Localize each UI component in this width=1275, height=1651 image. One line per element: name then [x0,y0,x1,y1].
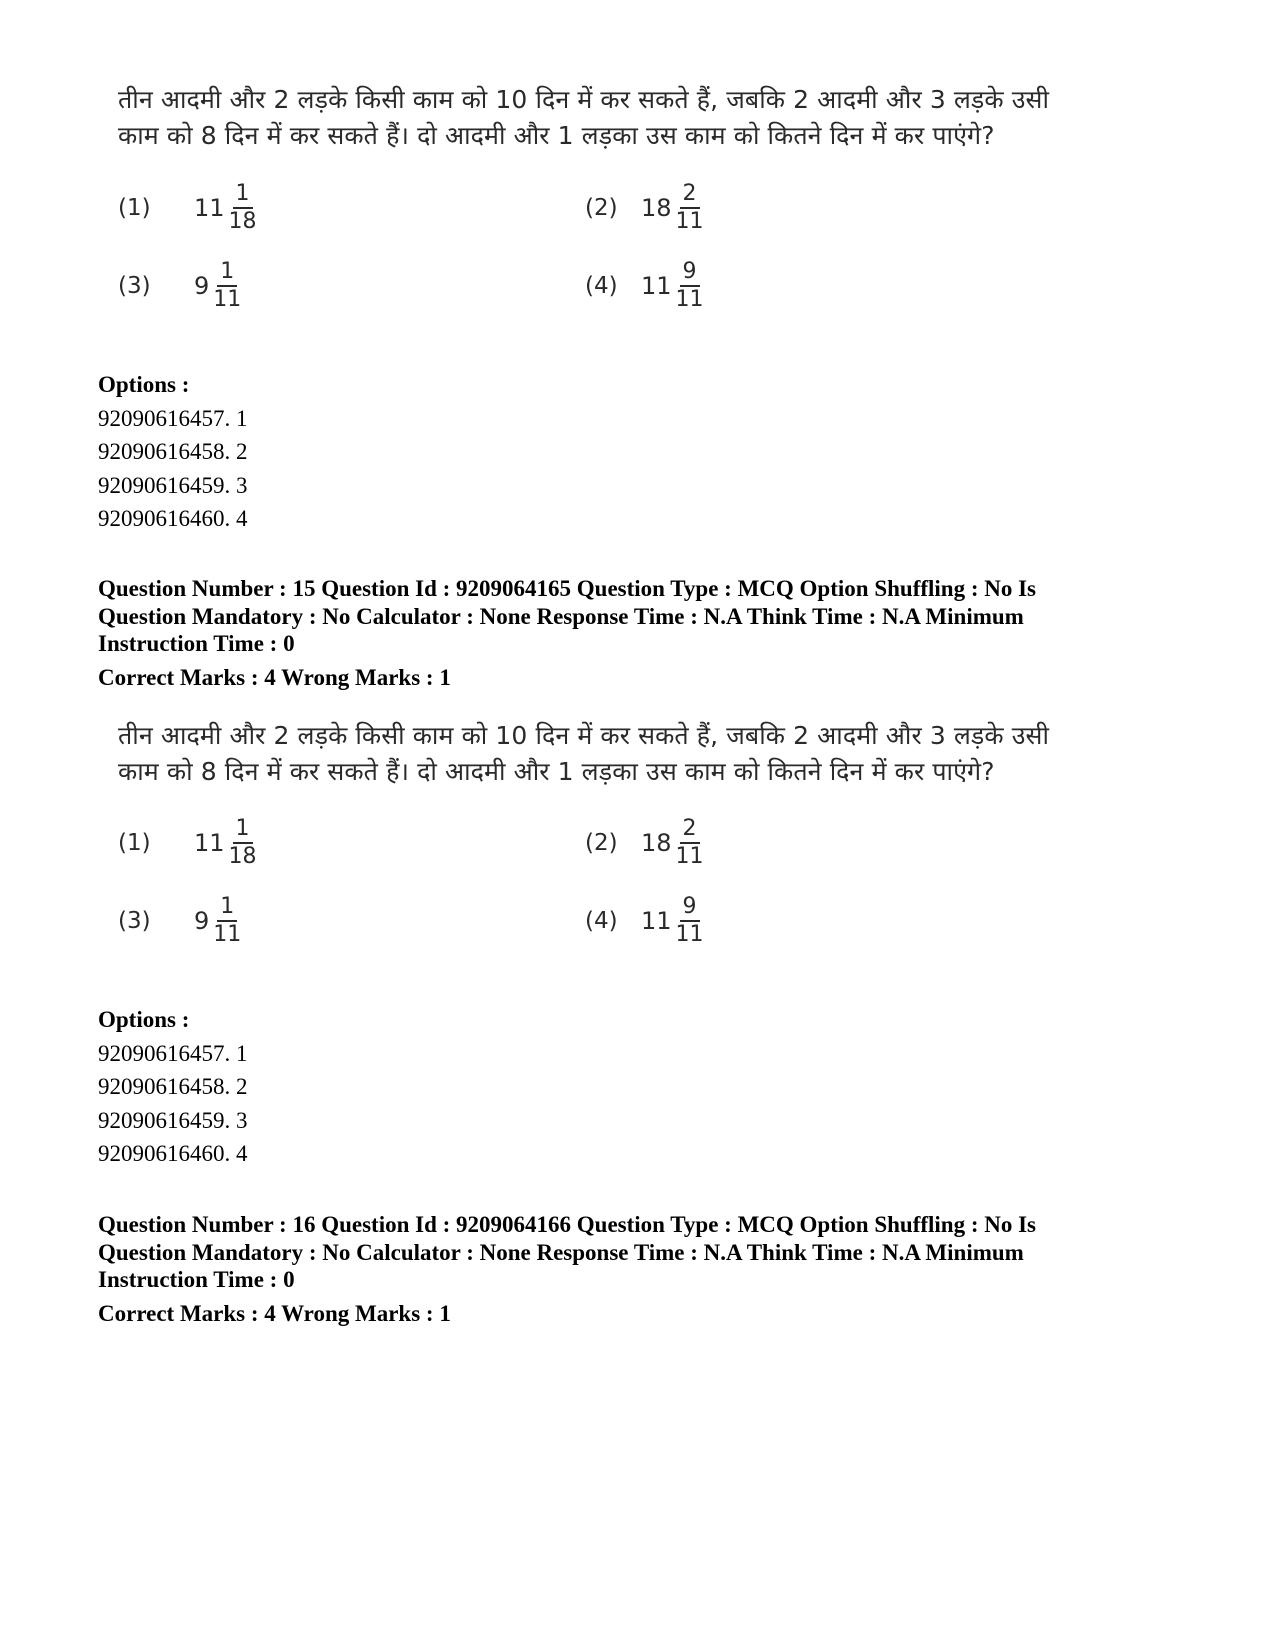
mixed-fraction [641,894,707,948]
question-header-16 [98,1211,1218,1327]
fraction [226,181,260,235]
option-item: 92090616458. 2 [98,439,248,464]
whole-part: 18 [641,829,672,857]
question-image-2 [118,718,1098,790]
marks-line: Correct Marks : 4 Wrong Marks : 1 [98,1300,451,1326]
option-item: 92090616457. 1 [98,405,248,431]
whole-part: 9 [194,907,210,935]
question-text [118,82,1098,154]
choice-number: (2) [585,830,618,856]
denominator: 11 [675,922,704,947]
denominator: 11 [213,922,242,947]
question-text-line-2: काम को 8 दिन में कर सकते हैं। दो आदमी और 1 लड़का उस काम को कितने दिन में कर पाएंगे? [118,121,995,150]
choice-2 [585,178,707,238]
choice-number: (3) [118,273,151,299]
choice-number: (3) [118,908,151,934]
question-header-15 [98,575,1218,691]
numerator: 1 [233,181,253,209]
fraction [226,816,260,870]
numerator: 2 [680,181,700,209]
whole-part: 11 [194,829,225,857]
fraction [673,181,707,235]
question-text [118,718,1098,790]
choice-number: (2) [585,195,618,221]
choice-1 [118,178,260,238]
mixed-fraction [194,259,244,313]
denominator: 11 [675,844,704,869]
mixed-fraction [194,816,260,870]
option-item: 92090616459. 3 [98,472,248,498]
options-list-1 [98,368,1218,536]
fraction [673,894,707,948]
question-text-line-1: तीन आदमी और 2 लड़के किसी काम को 10 दिन में कर सकते हैं, जबकि 2 आदमी और 3 लड़के उसी [118,85,1050,114]
whole-part: 9 [194,272,210,300]
choice-number: (4) [585,273,618,299]
choice-1 [118,813,260,873]
fraction [210,894,244,948]
question-meta-line-3: Instruction Time : 0 [98,1267,295,1292]
choice-number: (4) [585,908,618,934]
choice-2 [585,813,707,873]
fraction [673,259,707,313]
question-meta-line-1: Question Number : 15 Question Id : 9209064165 Question Type : MCQ Option Shuffling : No Is [98,576,1037,601]
options-list-2 [98,1003,1218,1171]
fraction [673,816,707,870]
numerator: 9 [680,894,700,922]
choice-number: (1) [118,195,151,221]
numerator: 2 [680,816,700,844]
question-image-1 [118,82,1098,154]
mixed-fraction [641,259,707,313]
mixed-fraction [194,181,260,235]
question-meta-line-1: Question Number : 16 Question Id : 9209064166 Question Type : MCQ Option Shuffling : No Is [98,1212,1037,1237]
numerator: 9 [680,259,700,287]
whole-part: 11 [641,272,672,300]
numerator: 1 [233,816,253,844]
question-text-line-1: तीन आदमी और 2 लड़के किसी काम को 10 दिन में कर सकते हैं, जबकि 2 आदमी और 3 लड़के उसी [118,721,1050,750]
numerator: 1 [217,259,237,287]
mixed-fraction [194,894,244,948]
numerator: 1 [217,894,237,922]
fraction [210,259,244,313]
option-item: 92090616460. 4 [98,1141,248,1166]
whole-part: 18 [641,194,672,222]
question-meta-line-3: Instruction Time : 0 [98,631,295,656]
whole-part: 11 [194,194,225,222]
question-meta-line-2: Question Mandatory : No Calculator : None Response Time : N.A Think Time : N.A Minimum [98,603,1024,629]
choice-number: (1) [118,830,151,856]
choice-4 [585,891,707,951]
denominator: 11 [675,287,704,312]
denominator: 18 [228,209,257,234]
choice-4 [585,256,707,316]
choice-3 [118,891,244,951]
mixed-fraction [641,181,707,235]
option-item: 92090616458. 2 [98,1074,248,1099]
options-label: Options : [98,1007,190,1032]
question-meta-line-2: Question Mandatory : No Calculator : None Response Time : N.A Think Time : N.A Minimum [98,1239,1024,1265]
option-item: 92090616457. 1 [98,1040,248,1066]
marks-line: Correct Marks : 4 Wrong Marks : 1 [98,664,451,690]
mixed-fraction [641,816,707,870]
denominator: 11 [675,209,704,234]
denominator: 11 [213,287,242,312]
option-item: 92090616459. 3 [98,1107,248,1133]
option-item: 92090616460. 4 [98,506,248,531]
denominator: 18 [228,844,257,869]
options-label: Options : [98,372,190,397]
question-text-line-2: काम को 8 दिन में कर सकते हैं। दो आदमी और 1 लड़का उस काम को कितने दिन में कर पाएंगे? [118,757,995,786]
whole-part: 11 [641,907,672,935]
choice-3 [118,256,244,316]
